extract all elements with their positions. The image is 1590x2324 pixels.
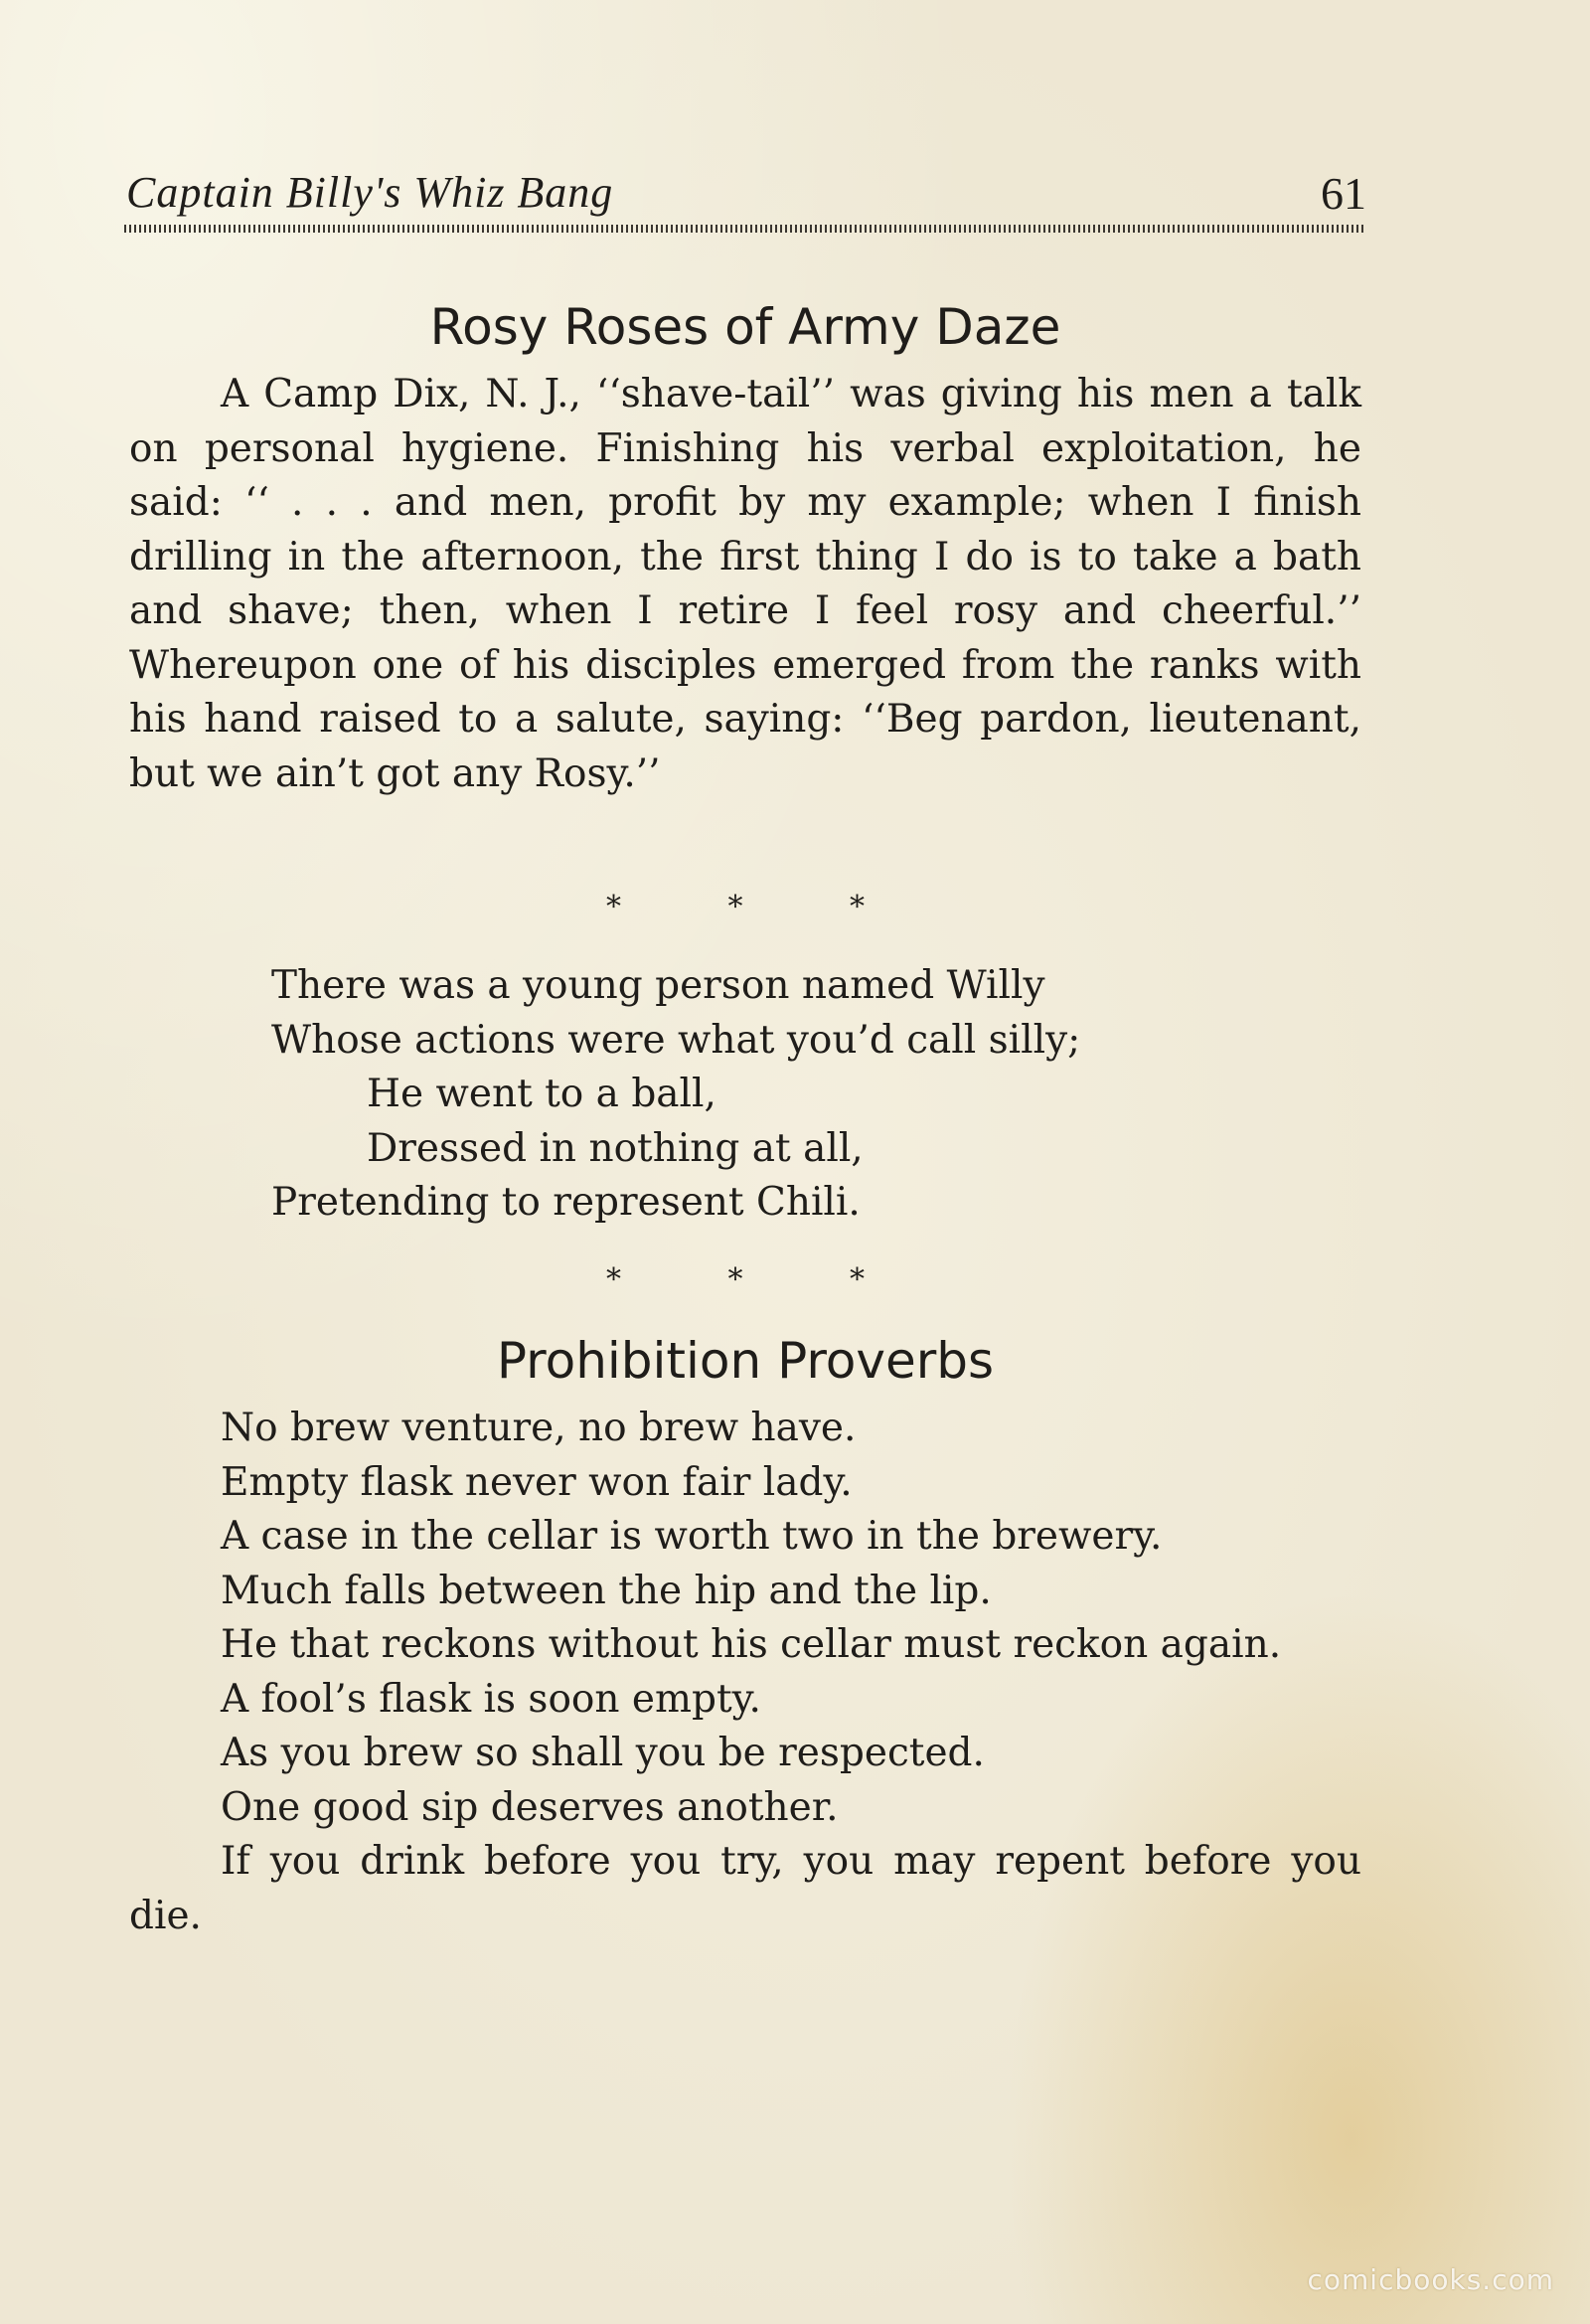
- separator-star: *: [727, 890, 743, 924]
- limerick-line: Pretending to represent Chili.: [271, 1180, 861, 1225]
- section-heading-prohibition-proverbs: Prohibition Proverbs: [496, 1332, 995, 1390]
- proverb: Much falls between the hip and the lip.: [221, 1568, 992, 1613]
- limerick-line: Whose actions were what you’d call silly;: [271, 1017, 1081, 1063]
- proverb: Empty flask never won fair lady.: [221, 1459, 853, 1505]
- limerick-line: Dressed in nothing at all,: [367, 1125, 864, 1171]
- limerick-line: There was a young person named Willy: [271, 963, 1045, 1008]
- limerick: [271, 959, 1364, 1231]
- page-number: 61: [1321, 168, 1366, 219]
- limerick-line: He went to a ball,: [367, 1072, 716, 1116]
- proverb: As you brew so shall you be respected.: [221, 1731, 985, 1775]
- proverb: If you drink before you try, you may repent before you die.: [129, 1839, 1361, 1938]
- proverb: One good sip deserves another.: [221, 1784, 839, 1830]
- separator-star: *: [606, 1262, 621, 1297]
- separator-star: *: [606, 890, 621, 924]
- running-header: [124, 167, 1366, 219]
- separator-star: *: [727, 1262, 743, 1297]
- proverb: A case in the cellar is worth two in the brewery.: [221, 1514, 1163, 1559]
- separator-stars: [606, 890, 865, 924]
- site-watermark: comicbooks.com: [1307, 2263, 1554, 2296]
- publication-title: Captain Billy's Whiz Bang: [126, 168, 614, 217]
- header-rule: [124, 225, 1366, 233]
- proverb: He that reckons without his cellar must reckon again.: [221, 1622, 1282, 1667]
- separator-stars: [606, 1262, 865, 1297]
- separator-star: *: [850, 1262, 865, 1297]
- separator-star: *: [850, 890, 865, 924]
- proverb-list: [129, 1402, 1361, 1943]
- anecdote-paragraph: A Camp Dix, N. J., ‘‘shave-tail’’ was giving his men a talk on personal hygiene. Finishing his verbal exploitation, he said: ‘‘ . . . and men, profit by my example; when I finish drilling in the afternoon, the first thing I do is to take a bath and shave; then, when I retire I feel rosy and cheerful.’’ Whereupon one of his disciples emerged from the ranks with his hand raised to a salute, saying: ‘‘Beg pardon, lieutenant, but we ain’t got any Rosy.’’: [129, 372, 1361, 796]
- section-heading-rosy-roses: Rosy Roses of Army Daze: [429, 298, 1061, 356]
- proverb: A fool’s flask is soon empty.: [221, 1676, 761, 1722]
- proverb: No brew venture, no brew have.: [221, 1406, 857, 1450]
